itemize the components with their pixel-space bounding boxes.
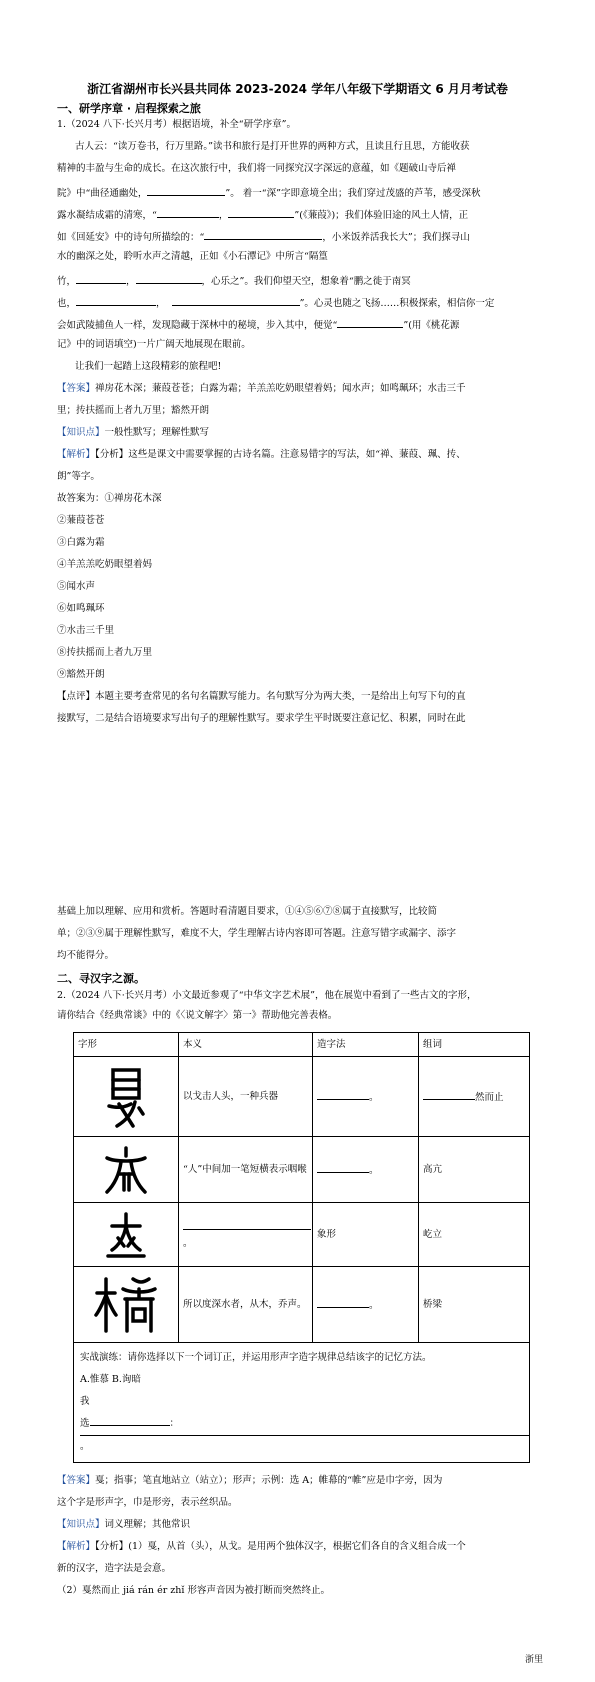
knowledge-tag: 【知识点】 bbox=[57, 427, 105, 438]
table-row bbox=[74, 1057, 530, 1137]
analysis-line: （2）戛然而止 jiá rán ér zhǐ 形容声音因为被打断而突然终止。 bbox=[57, 1585, 330, 1596]
q1-paragraph-line: 如《回延安》中的诗句所描绘的：“ ，小米饭养活我长大”；我们探寻山 bbox=[57, 228, 539, 245]
fill-blank-8[interactable] bbox=[172, 294, 300, 306]
fill-blank[interactable] bbox=[317, 1296, 369, 1308]
fill-blank-3[interactable] bbox=[228, 206, 294, 218]
knowledge-line: 【知识点】词义理解；其他常识 bbox=[57, 1519, 191, 1530]
meaning-cell: “人”中间加一笔短横表示咽喉 bbox=[179, 1137, 313, 1203]
fill-blank-9[interactable] bbox=[337, 316, 403, 328]
practice-instruction: 实战演练：请你选择以下一个词订正，并运用形声字造字规律总结该字的记忆方法。 bbox=[80, 1352, 432, 1363]
answer-list-item: ⑥如鸣珮环 bbox=[57, 603, 105, 614]
analysis-line: 【解析】【分析】这些是课文中需要掌握的古诗名篇。注意易错字的写法，如“禅、蒹葭、珮、抟、 bbox=[57, 449, 466, 460]
q1-paragraph-line: 水的幽深之处，聆听水声之清越，正如《小石潭记》中所言“隔篁 bbox=[57, 251, 328, 262]
q1-paragraph-line: 竹， ， ，心乐之”。我们仰望天空，想象着“鹏之徙于南冥 bbox=[57, 272, 539, 289]
knowledge-line: 【知识点】一般性默写；理解性默写 bbox=[57, 427, 210, 438]
meaning-cell: 以戈击人头，一种兵器 bbox=[179, 1057, 313, 1137]
page-title: 浙江省湖州市长兴县共同体 2023-2024 学年八年级下学期语文 6 月月考试卷 bbox=[87, 82, 508, 96]
answer-tag: 【答案】 bbox=[57, 383, 96, 394]
q1-paragraph-line: 古人云：“读万卷书，行万里路。”读书和旅行是打开世界的两种方式，且读且行且思，方能收获 bbox=[75, 141, 470, 152]
practice-row bbox=[74, 1343, 530, 1463]
fill-blank-2[interactable] bbox=[157, 206, 219, 218]
table-header-row bbox=[74, 1033, 530, 1057]
method-cell: 。 bbox=[313, 1267, 419, 1343]
seal-script-glyph-icon bbox=[103, 1064, 149, 1130]
table-row bbox=[74, 1203, 530, 1267]
answer-list-item: ⑨豁然开朗 bbox=[57, 669, 105, 680]
fill-blank-6[interactable] bbox=[136, 272, 202, 284]
table-row bbox=[74, 1137, 530, 1203]
table-header: 字形 bbox=[74, 1033, 179, 1057]
seal-glyph-jia bbox=[74, 1057, 179, 1137]
knowledge-tag: 【知识点】 bbox=[57, 1519, 105, 1530]
method-cell: 。 bbox=[313, 1057, 419, 1137]
analysis-line: 朗”等字。 bbox=[57, 471, 100, 482]
answer-list-item: ③白露为霜 bbox=[57, 537, 105, 548]
practice-line: 我 bbox=[80, 1396, 90, 1407]
q1-intro: 1.（2024 八下·长兴月考）根据语境，补全“研学序章”。 bbox=[57, 119, 296, 130]
fill-blank-5[interactable] bbox=[76, 272, 126, 284]
fill-blank[interactable] bbox=[179, 1415, 479, 1426]
word-cell: 屹立 bbox=[419, 1203, 530, 1267]
word-cell: 桥梁 bbox=[419, 1267, 530, 1343]
word-cell: 然而止 bbox=[419, 1057, 530, 1137]
q1-paragraph-line: 让我们一起踏上这段精彩的旅程吧! bbox=[75, 361, 222, 372]
table-header: 组词 bbox=[419, 1033, 530, 1057]
practice-options: A.惟慕 B.询暗 bbox=[80, 1374, 141, 1385]
seal-glyph-qiao bbox=[74, 1267, 179, 1343]
answer-tag: 【答案】 bbox=[57, 1475, 96, 1486]
seal-glyph-kang bbox=[74, 1137, 179, 1203]
comment-line: 单；②③⑨属于理解性默写，难度不大，学生理解古诗内容即可答题。注意写错字或漏字、添字 bbox=[57, 928, 457, 939]
method-cell: 。 bbox=[313, 1137, 419, 1203]
fill-blank[interactable] bbox=[423, 1088, 475, 1100]
analysis-line: 【解析】【分析】(1）戛，从首（头），从戈。是用两个独体汉字，根据它们各自的含义组合成一个 bbox=[57, 1541, 466, 1552]
q1-paragraph-line: 露水凝结成霜的清寒，“ ， ”(《蒹葭》)；我们体验旧途的风土人情，正 bbox=[57, 206, 539, 223]
fill-blank[interactable] bbox=[183, 1217, 311, 1230]
fill-blank-4[interactable] bbox=[204, 228, 322, 240]
answer-list-intro: 故答案为：①禅房花木深 bbox=[57, 493, 162, 504]
seal-script-glyph-icon bbox=[104, 1210, 148, 1260]
meaning-cell: 。 bbox=[179, 1203, 313, 1267]
practice-answer-line: 选 ： bbox=[80, 1413, 529, 1436]
comment-line: 接默写，二是结合语境要求写出句子的理解性默写。要求学生平时既要注意记忆、积累，同时在此 bbox=[57, 713, 466, 724]
answer-line: 这个字是形声字，巾是形旁，表示丝织品。 bbox=[57, 1497, 238, 1508]
practice-end: 。 bbox=[80, 1441, 90, 1452]
analysis-tag: 【解析】 bbox=[57, 449, 96, 460]
answer-list-item: ⑤闻水声 bbox=[57, 581, 96, 592]
character-table bbox=[73, 1032, 530, 1463]
method-cell: 象形 bbox=[313, 1203, 419, 1267]
comment-line: 均不能得分。 bbox=[57, 950, 115, 961]
q2-intro: 2.（2024 八下·长兴月考）小文最近参观了“中华文字艺术展”，他在展览中看到了一些古文的字形， bbox=[57, 990, 477, 1001]
analysis-tag: 【解析】 bbox=[57, 1541, 96, 1552]
fill-blank-1[interactable] bbox=[147, 184, 225, 196]
fill-blank[interactable] bbox=[317, 1088, 369, 1100]
comment-line: 基础上加以理解、应用和赏析。答题时看清题目要求，①④⑤⑥⑦⑧属于直接默写，比较简 bbox=[57, 906, 438, 917]
q1-paragraph-line: 也， ， ”。心灵也随之飞扬……积极探索，相信你一定 bbox=[57, 294, 539, 311]
fill-blank-7[interactable] bbox=[76, 294, 156, 306]
q1-paragraph-line: 院》中“曲径通幽处， ”。 着一“深”字即意境全出；我们穿过茂盛的芦苇，感受深秋 bbox=[57, 184, 539, 201]
page-footer: 浙里 bbox=[524, 1655, 543, 1665]
meaning-cell: 所以度深水者，从木，乔声。 bbox=[179, 1267, 313, 1343]
seal-script-glyph-icon bbox=[101, 1144, 151, 1196]
q1-paragraph-line: 记》中的词语填空)一片广阔天地展现在眼前。 bbox=[57, 339, 251, 350]
section2-heading: 二、寻汉字之源。 bbox=[57, 972, 145, 985]
q1-paragraph-line: 精神的丰盈与生命的成长。在这次旅行中，我们将一同探究汉字深远的意蕴，如《题破山寺后禅 bbox=[57, 163, 457, 174]
answer-list-item: ②蒹葭苍苍 bbox=[57, 515, 105, 526]
fill-blank[interactable] bbox=[90, 1414, 170, 1426]
q2-intro: 请你结合《经典常谈》中的《〈说文解字〉第一》帮助他完善表格。 bbox=[57, 1010, 338, 1021]
answer-line: 【答案】禅房花木深；蒹葭苍苍；白露为霜；羊羔羔吃奶眼望着妈；闻水声；如鸣珮环；水击三千 bbox=[57, 383, 466, 394]
section1-heading: 一、研学序章 · 启程探索之旅 bbox=[57, 102, 201, 115]
word-cell: 高亢 bbox=[419, 1137, 530, 1203]
table-header: 本义 bbox=[179, 1033, 313, 1057]
fill-blank[interactable] bbox=[317, 1161, 369, 1173]
analysis-line: 新的汉字，造字法是会意。 bbox=[57, 1563, 172, 1574]
seal-glyph-li bbox=[74, 1203, 179, 1267]
answer-list-item: ⑦水击三千里 bbox=[57, 625, 115, 636]
answer-list-item: ⑧抟扶摇而上者九万里 bbox=[57, 647, 153, 658]
practice-cell bbox=[74, 1343, 530, 1463]
table-row bbox=[74, 1267, 530, 1343]
comment-line: 【点评】本题主要考查常见的名句名篇默写能力。名句默写分为两大类，一是给出上句写下句的直 bbox=[57, 691, 466, 702]
seal-script-glyph-icon bbox=[93, 1275, 159, 1335]
answer-list-item: ④羊羔羔吃奶眼望着妈 bbox=[57, 559, 153, 570]
answer-line: 【答案】戛；指事；笔直地站立（站立）；形声；示例：选 A；帷幕的“帷”应是巾字旁，因为 bbox=[57, 1475, 443, 1486]
q1-paragraph-line: 会如武陵捕鱼人一样，发现隐藏于深林中的秘境，步入其中，便觉“ ”(用《桃花源 bbox=[57, 316, 539, 333]
table-header: 造字法 bbox=[313, 1033, 419, 1057]
answer-line: 里；抟扶摇而上者九万里；豁然开朗 bbox=[57, 405, 210, 416]
